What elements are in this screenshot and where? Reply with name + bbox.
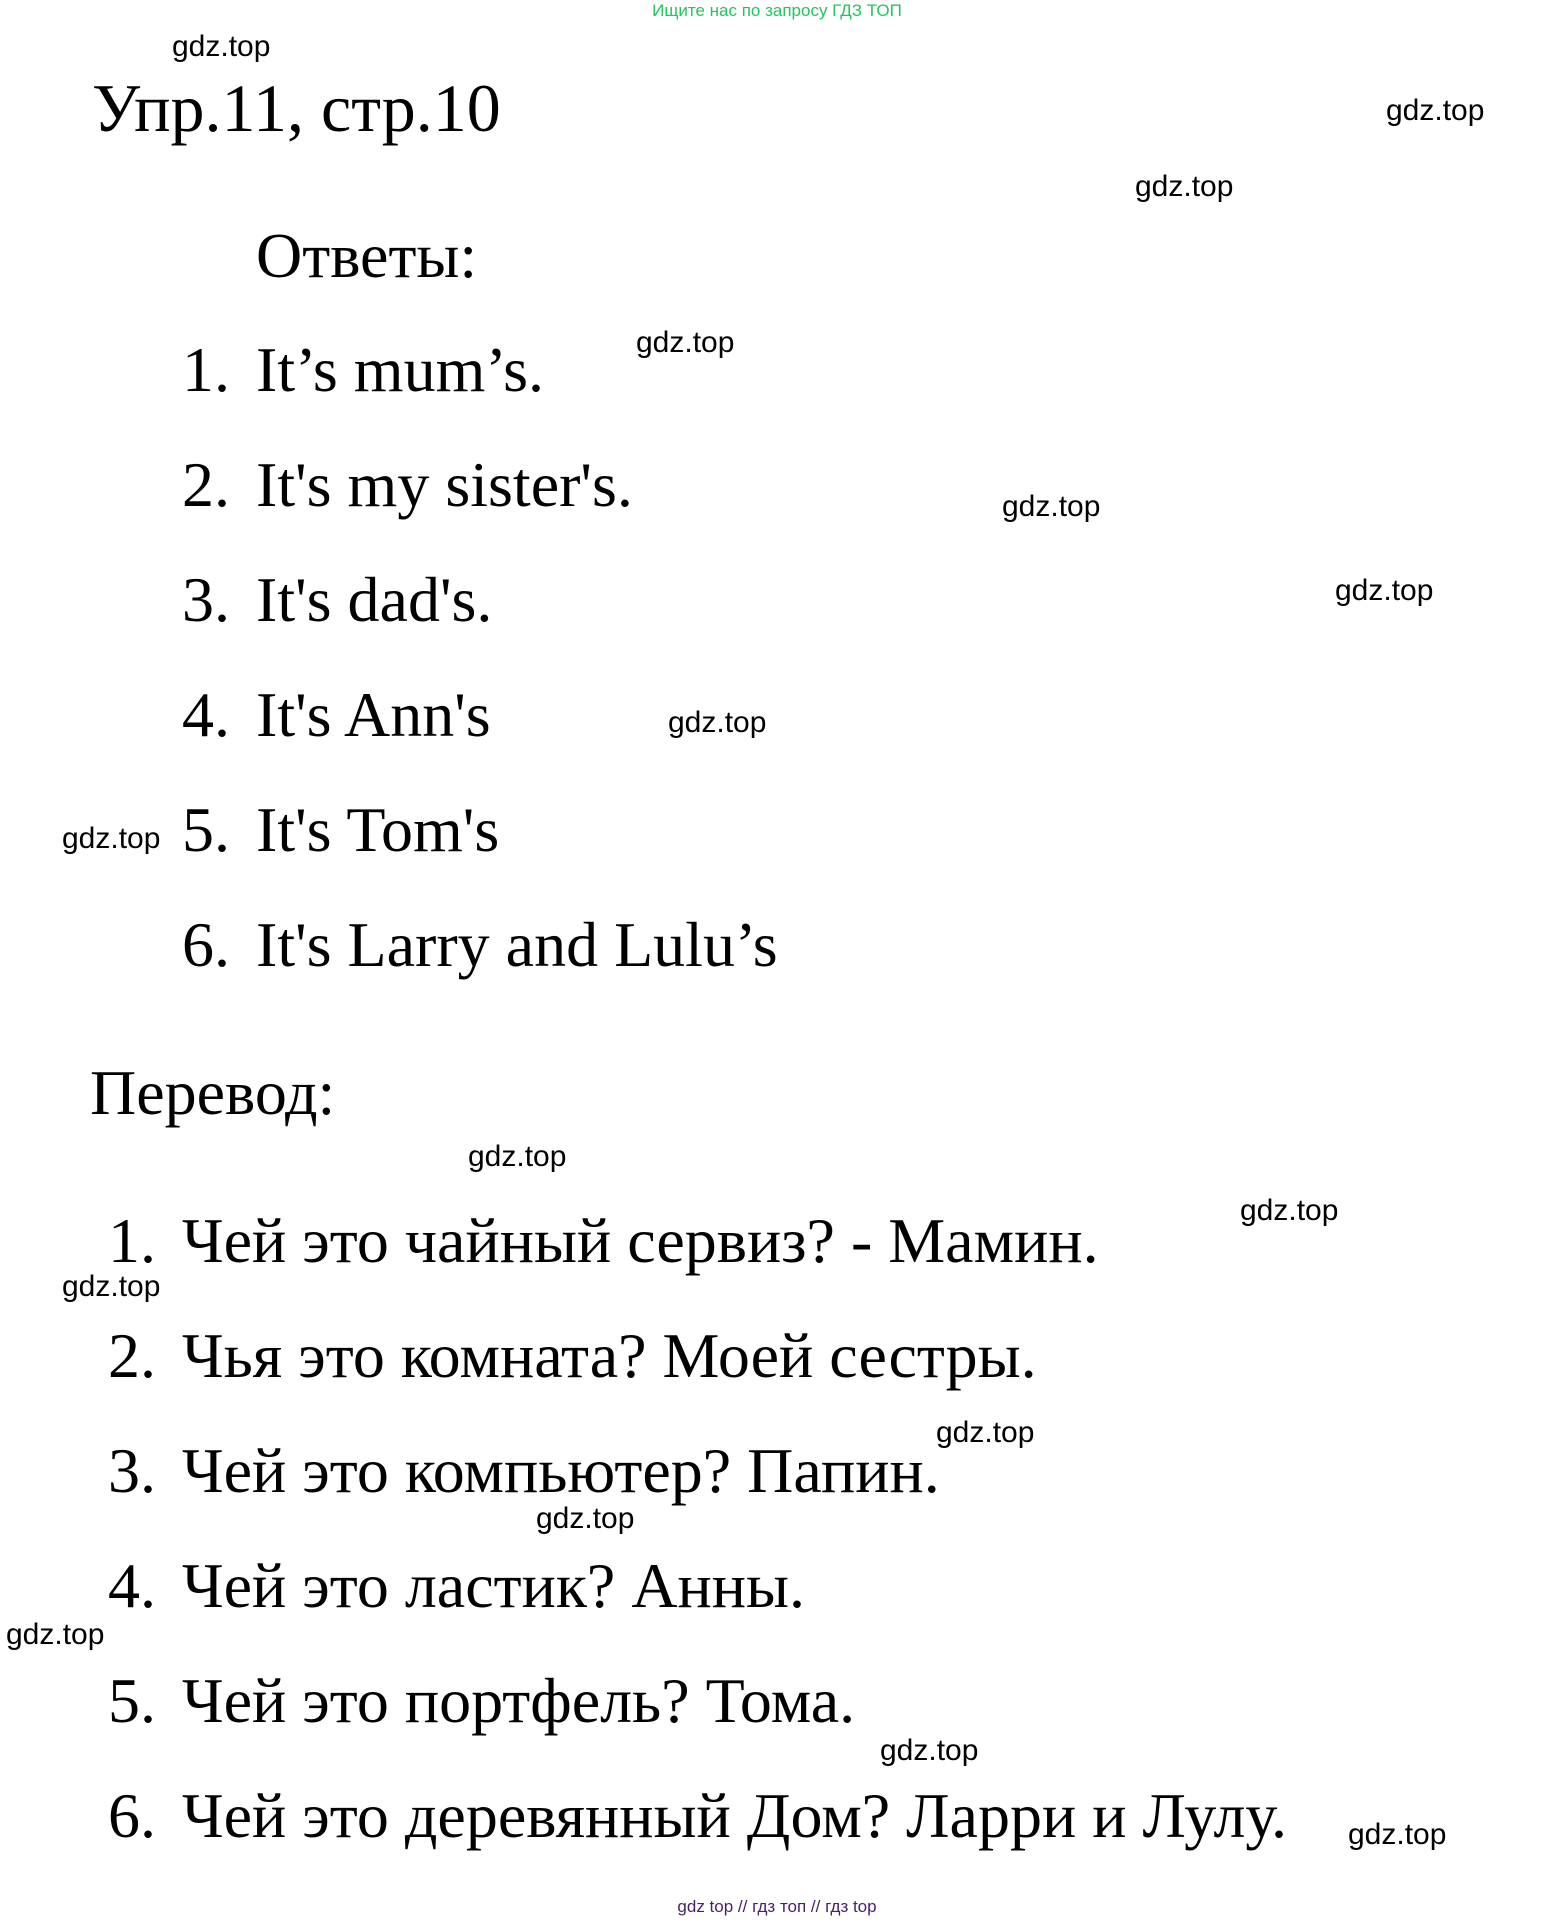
item-text: Чей это компьютер? Папин. [182, 1435, 940, 1506]
watermark: gdz.top [636, 326, 735, 359]
watermark: gdz.top [6, 1618, 105, 1651]
item-number: 1. [182, 334, 230, 405]
item-text: It’s mum’s. [256, 334, 545, 405]
item-text: Чей это чайный сервиз? - Мамин. [182, 1205, 1099, 1276]
item-text: Чей это портфель? Тома. [182, 1665, 856, 1736]
item-number: 6. [108, 1780, 156, 1851]
item-text: It's Tom's [256, 794, 500, 865]
item-text: Чей это ластик? Анны. [182, 1550, 806, 1621]
watermark: gdz.top [880, 1734, 979, 1767]
watermark: gdz.top [1335, 574, 1434, 607]
watermark: gdz.top [62, 822, 161, 855]
footer-watermark: gdz top // гдз топ // гдз top [677, 1897, 877, 1916]
watermark: gdz.top [1348, 1818, 1447, 1851]
watermark: gdz.top [1386, 94, 1485, 127]
item-number: 1. [108, 1205, 156, 1276]
watermark: gdz.top [1135, 170, 1234, 203]
watermark: gdz.top [1002, 490, 1101, 523]
watermark: gdz.top [172, 30, 271, 63]
item-number: 4. [108, 1550, 156, 1621]
item-number: 5. [182, 794, 230, 865]
item-text: It's dad's. [256, 564, 493, 635]
watermark: gdz.top [1240, 1194, 1339, 1227]
watermark: gdz.top [936, 1416, 1035, 1449]
item-number: 2. [182, 449, 230, 520]
watermark: gdz.top [536, 1502, 635, 1535]
item-number: 3. [182, 564, 230, 635]
item-text: It's my sister's. [256, 449, 633, 520]
watermark: gdz.top [62, 1270, 161, 1303]
item-number: 2. [108, 1320, 156, 1391]
item-number: 3. [108, 1435, 156, 1506]
item-number: 5. [108, 1665, 156, 1736]
translation-heading: Перевод: [90, 1057, 336, 1128]
page-title: Упр.11, стр.10 [92, 70, 501, 146]
top-banner: Ищите нас по запросу ГДЗ ТОП [652, 1, 902, 20]
answers-heading: Ответы: [256, 220, 478, 291]
item-text: Чья это комната? Моей сестры. [182, 1320, 1037, 1391]
watermark: gdz.top [468, 1140, 567, 1173]
watermark: gdz.top [668, 706, 767, 739]
item-text: It's Ann's [256, 679, 491, 750]
item-text: Чей это деревянный Дом? Ларри и Лулу. [182, 1780, 1287, 1851]
item-text: It's Larry and Lulu’s [256, 909, 778, 980]
item-number: 4. [182, 679, 230, 750]
item-number: 6. [182, 909, 230, 980]
